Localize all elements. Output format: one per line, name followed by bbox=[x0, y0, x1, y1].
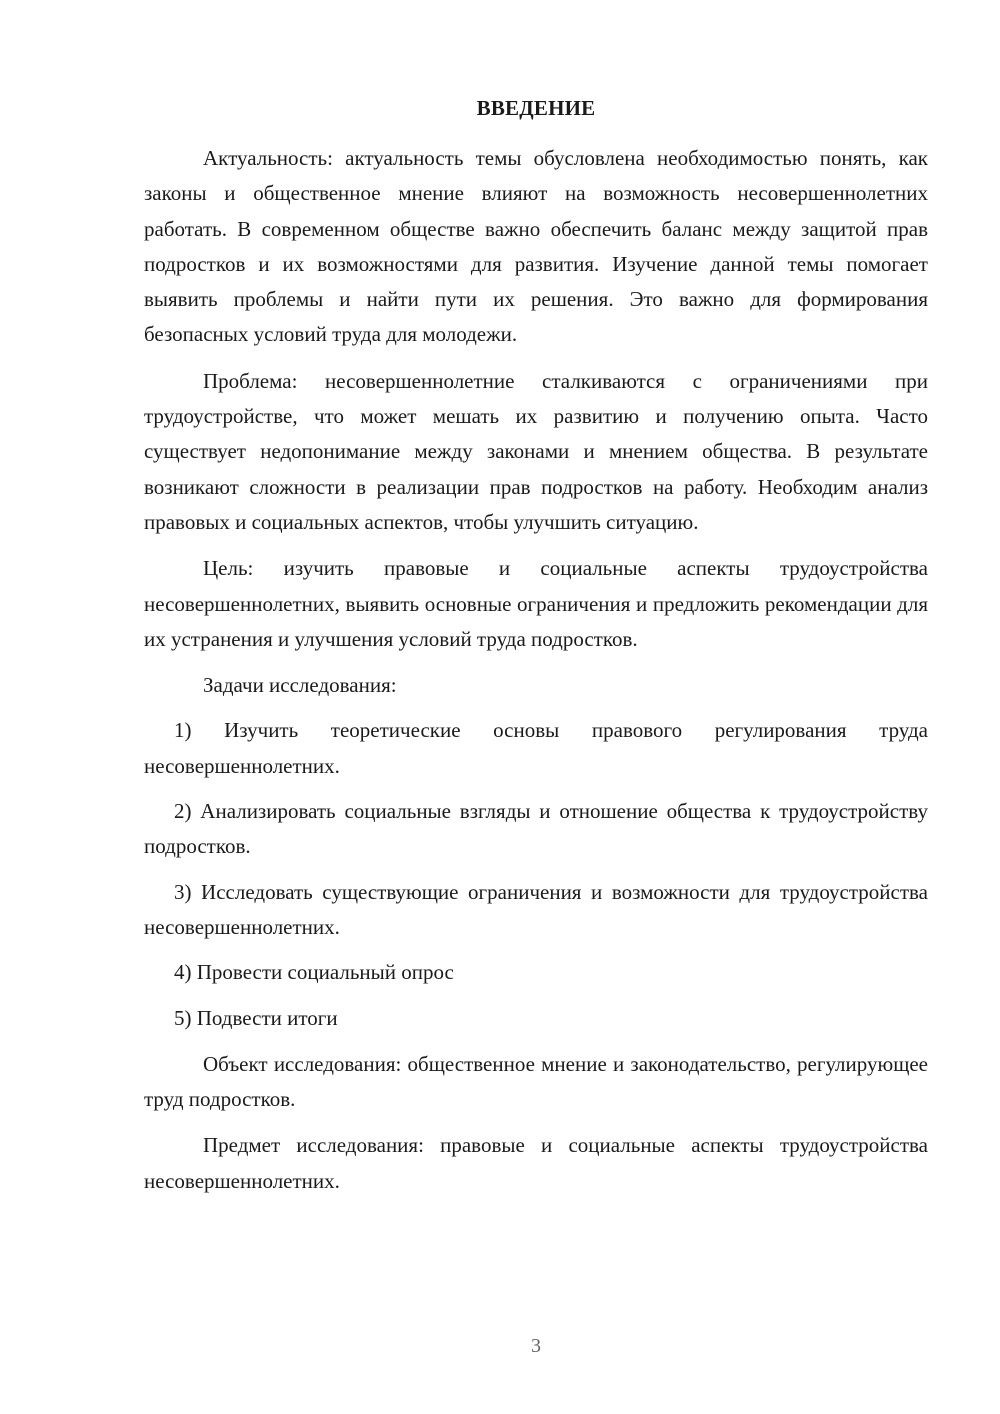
task-item-5: 5) Подвести итоги bbox=[174, 1005, 338, 1030]
page-number: 3 bbox=[531, 1335, 541, 1357]
paragraph-subject: Предмет исследования: правовые и социальные аспекты трудоустройства несовершеннолетних. bbox=[144, 1133, 928, 1193]
task-item-3: 3) Исследовать существующие ограничения и возможности для трудоустройства несовершеннолетних. bbox=[144, 879, 928, 939]
task-item-2: 2) Анализировать социальные взгляды и отношение общества к трудоустройству подростков. bbox=[144, 799, 928, 859]
task-item-4: 4) Провести социальный опрос bbox=[174, 960, 454, 985]
paragraph-problem: Проблема: несовершеннолетние сталкиваются с ограничениями при трудоустройстве, что может мешать их развитию и получению опыта. Часто существует недопонимание между законами и мнением общества. В результате возникают сложности в реализации прав подростков на работу. Необходим анализ правовых и социальных аспектов, чтобы улучшить ситуацию. bbox=[144, 368, 928, 534]
tasks-heading: Задачи исследования: bbox=[203, 673, 397, 698]
page-title: ВВЕДЕНИЕ bbox=[476, 96, 596, 120]
paragraph-relevance: Актуальность: актуальность темы обусловлена необходимостью понять, как законы и общественное мнение влияют на возможность несовершеннолетних работать. В современном обществе важно обеспечить баланс между защитой прав подростков и их возможностями для развития. Изучение данной темы помогает выявить проблемы и найти пути их решения. Это важно для формирования безопасных условий труда для молодежи. bbox=[144, 146, 928, 347]
paragraph-goal: Цель: изучить правовые и социальные аспекты трудоустройства несовершеннолетних, выявить основные ограничения и предложить рекомендации для их устранения и улучшения условий труда подростков. bbox=[144, 556, 928, 651]
document-body bbox=[144, 141, 928, 1199]
paragraph-object: Объект исследования: общественное мнение и законодательство, регулирующее труд подростков. bbox=[144, 1051, 928, 1112]
task-item-1: 1) Изучить теоретические основы правового регулирования труда несовершеннолетних. bbox=[144, 718, 928, 778]
